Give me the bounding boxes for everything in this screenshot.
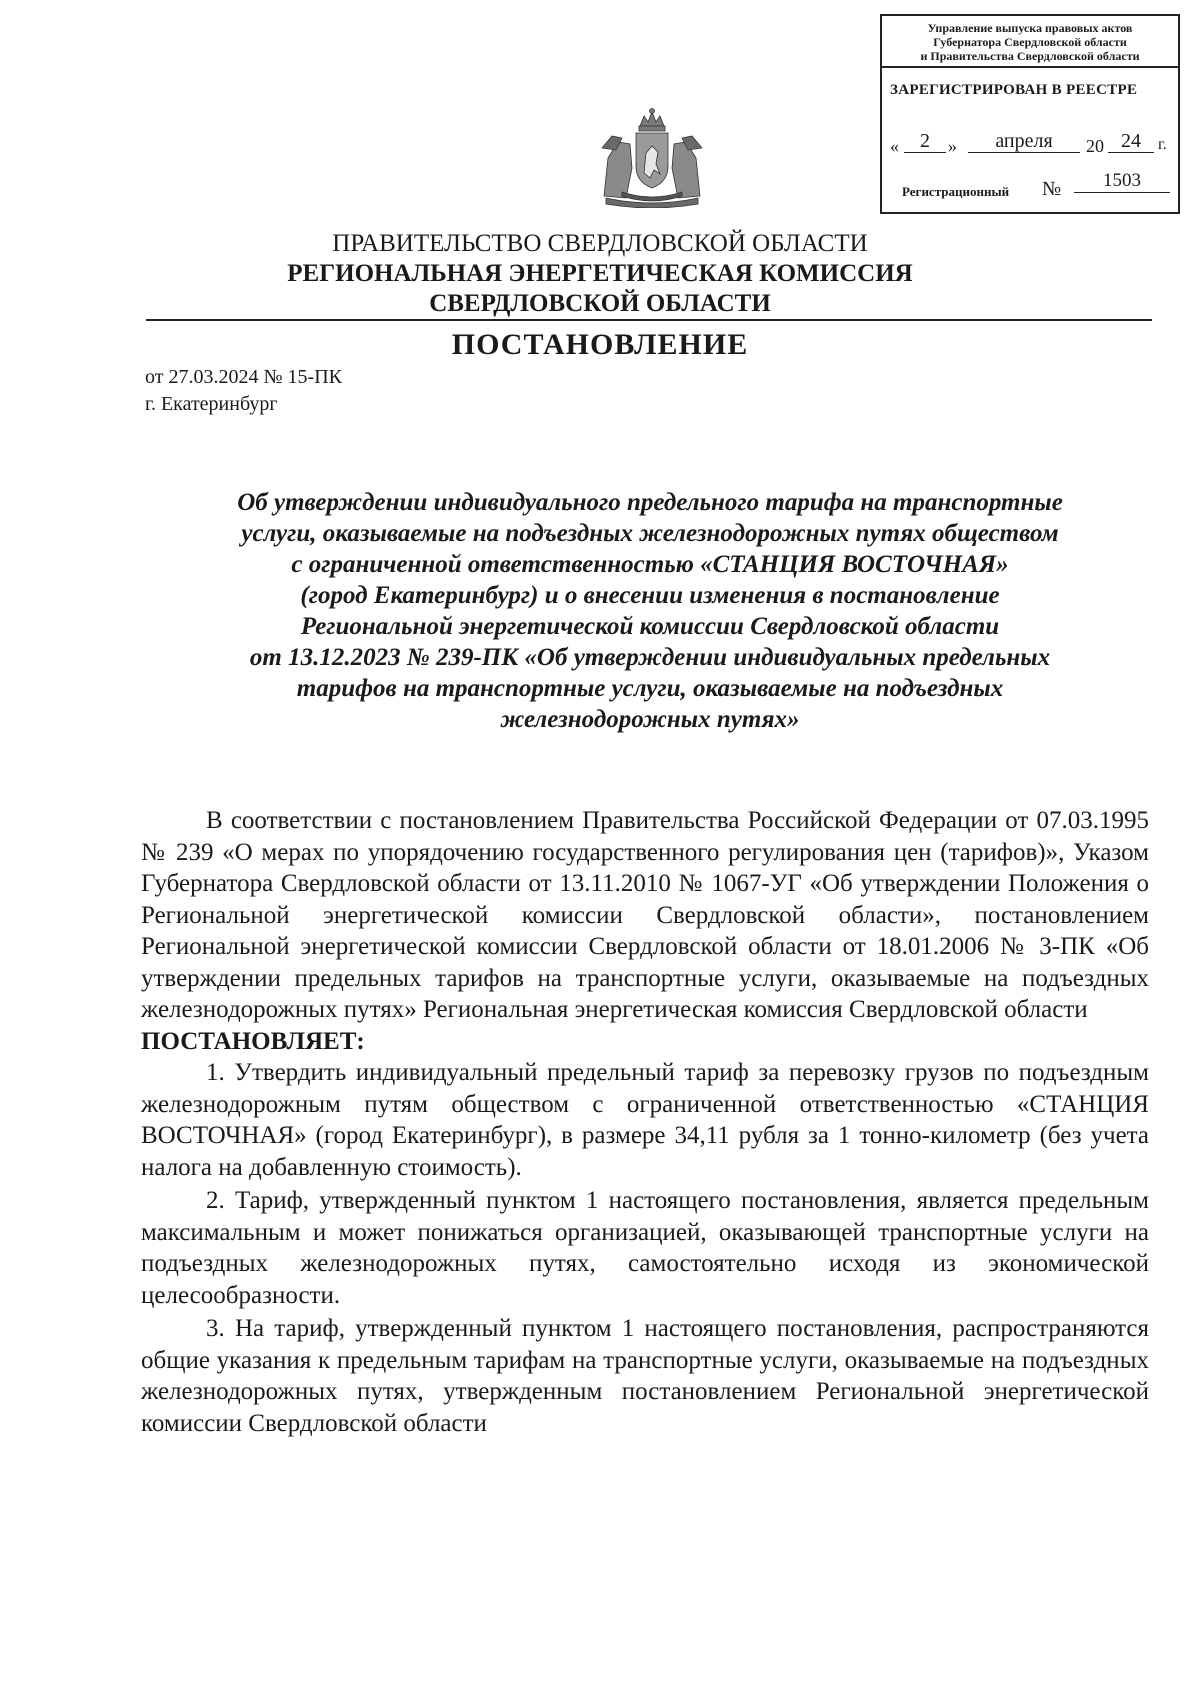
stamp-day: 2 <box>904 130 946 153</box>
subject-line: от 13.12.2023 № 239-ПК «Об утверждении индивидуальных предельных <box>249 644 1051 671</box>
clause-1: 1. Утвердить индивидуальный предельный тариф за перевозку грузов по подъездным железнодорожным путям обществом с ограниченной ответственностью «СТАНЦИЯ ВОСТОЧНАЯ» (город Екатеринбург), в размере 34,11 рубля за 1 тонно-километр (без учета налога на добавленную стоимость). <box>141 1059 1149 1181</box>
stamp-header-line: Управление выпуска правовых актов <box>927 21 1133 35</box>
clause-2: 2. Тариф, утвержденный пунктом 1 настоящего постановления, является предельным максимальным и может понижаться организацией, оказывающей транспортные услуги на подъездных железнодорожных путях, самостоятельно исходя из экономической целесообразности. <box>141 1187 1149 1309</box>
coat-of-arms-icon <box>582 108 722 208</box>
stamp-quote-close: » <box>948 136 957 156</box>
clause-3: 3. На тариф, утвержденный пунктом 1 настоящего постановления, распространяются общие указания к предельным тарифам на транспортные услуги, оказываемые на подъездных железнодорожных путях, утвержденным постановлением Региональной энергетической комиссии Свердловской области <box>141 1315 1149 1437</box>
subject-line: Об утверждении индивидуального предельного тарифа на транспортные <box>237 489 1063 516</box>
subject-line: Региональной энергетической комиссии Свердловской области <box>300 613 1000 640</box>
document-city: г. Екатеринбург <box>145 393 278 415</box>
stamp-reg-label: Регистрационный <box>902 184 1010 199</box>
stamp-quote-open: « <box>890 136 899 156</box>
stamp-date-row <box>890 130 1174 160</box>
stamp-reg-number: 1503 <box>1074 170 1170 193</box>
stamp-header <box>882 16 1178 68</box>
subject-line: тарифов на транспортные услуги, оказываемые на подъездных <box>296 675 1004 702</box>
stamp-year-unit: г. <box>1158 136 1167 153</box>
decree-heading: ПОСТАНОВЛЯЕТ: <box>141 1027 365 1055</box>
stamp-header-line: и Правительства Свердловской области <box>920 49 1140 63</box>
commission-name-line2: СВЕРДЛОВСКОЙ ОБЛАСТИ <box>429 290 771 317</box>
preamble-paragraph: В соответствии с постановлением Правительства Российской Федерации от 07.03.1995 № 239 «О мерах по упорядочению государственного регулирования цен (тарифов)», Указом Губернатора Свердловской области от 13.11.2010 № 1067-УГ «Об утверждении Положения о Региональной энергетической комиссии Свердловской области», постановлением Региональной энергетической комиссии Свердловской области от 18.01.2006 № 3-ПК «Об утверждении предельных тарифов на транспортные услуги, оказываемые на подъездных железнодорожных путях» Региональная энергетическая комиссия Свердловской области <box>141 807 1149 1023</box>
commission-name-line1: РЕГИОНАЛЬНАЯ ЭНЕРГЕТИЧЕСКАЯ КОМИССИЯ <box>287 260 913 287</box>
subject-line: услуги, оказываемые на подъездных железнодорожных путях обществом <box>241 520 1059 547</box>
stamp-registered-label: ЗАРЕГИСТРИРОВАН В РЕЕСТРЕ <box>890 82 1138 98</box>
registration-stamp <box>880 14 1180 214</box>
subject-line: железнодорожных путях» <box>500 706 800 733</box>
subject-line: с ограниченной ответственностью «СТАНЦИЯ ВОСТОЧНАЯ» <box>291 551 1009 578</box>
government-name: ПРАВИТЕЛЬСТВО СВЕРДЛОВСКОЙ ОБЛАСТИ <box>332 230 868 257</box>
document-subject <box>160 487 1140 735</box>
stamp-header-line: Губернатора Свердловской области <box>933 35 1127 49</box>
stamp-number-row <box>902 170 1174 206</box>
document-type-title: ПОСТАНОВЛЕНИЕ <box>451 328 749 361</box>
stamp-month: апреля <box>968 130 1080 153</box>
stamp-num-sign: № <box>1042 178 1062 200</box>
subject-line: (город Екатеринбург) и о внесении изменения в постановление <box>300 582 1000 609</box>
stamp-year-suffix: 24 <box>1108 130 1154 153</box>
document-body <box>141 805 1149 1439</box>
stamp-year-prefix: 20 <box>1086 136 1104 156</box>
document-date-number: от 27.03.2024 № 15-ПК <box>145 366 343 388</box>
header-divider <box>146 319 1152 321</box>
